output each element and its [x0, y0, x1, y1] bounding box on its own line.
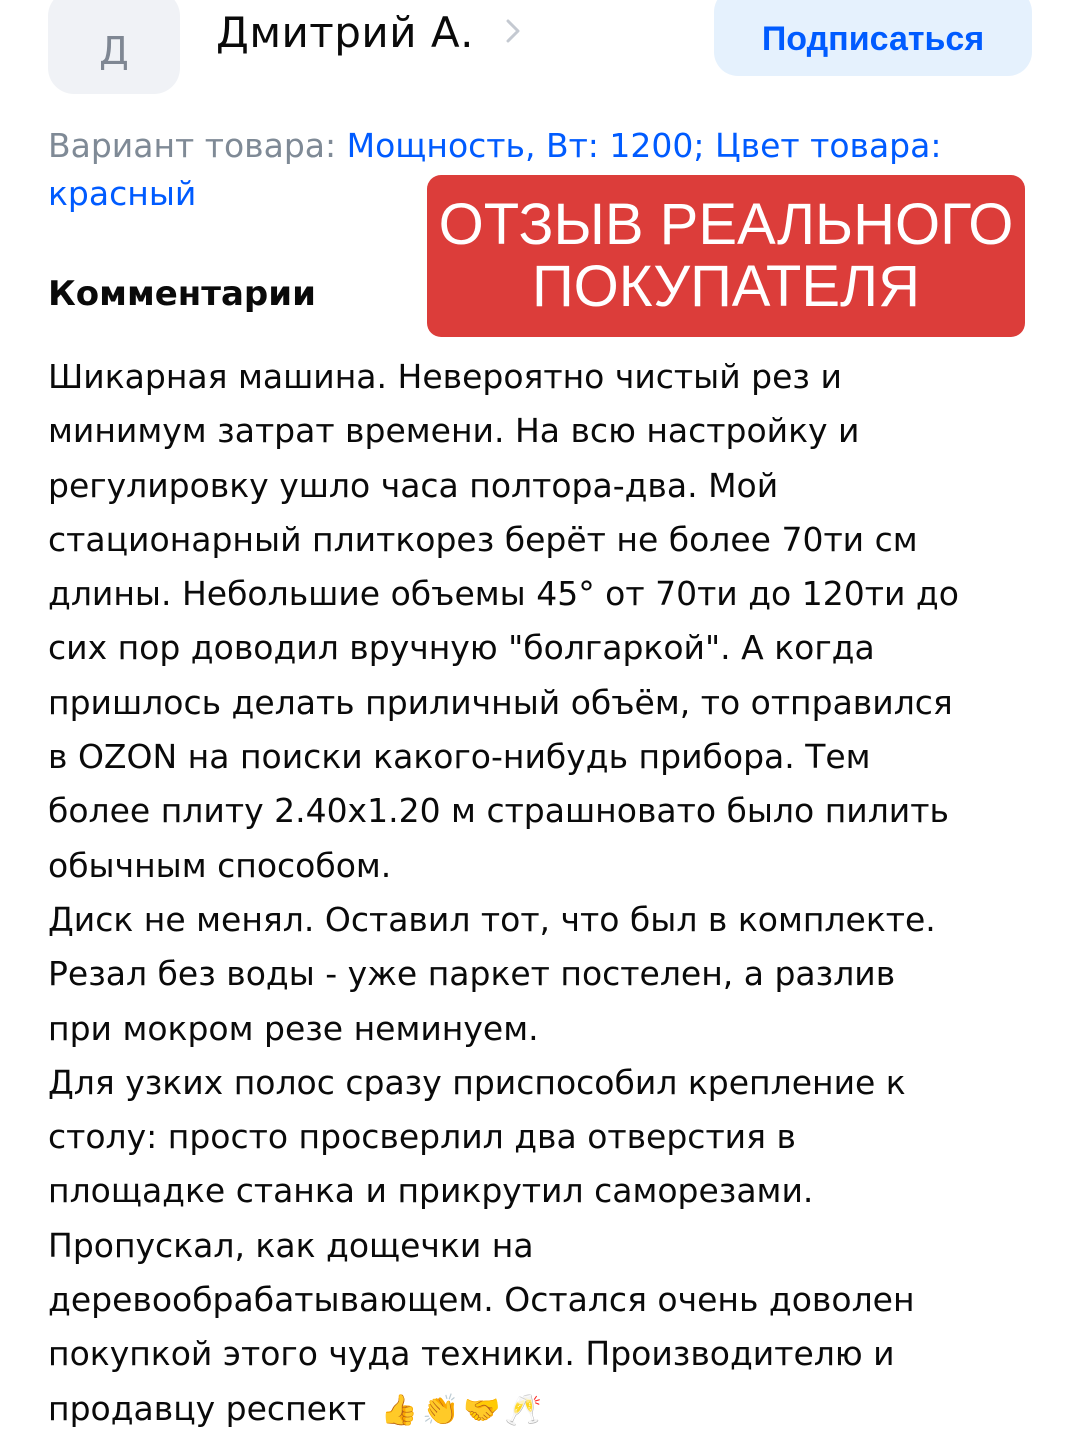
variant-label: Вариант товара: [48, 126, 347, 165]
subscribe-button-label: Подписаться [761, 19, 985, 58]
avatar-letter: Д [99, 29, 129, 73]
comment-line: деревообрабатывающем. Остался очень доволен [48, 1280, 915, 1320]
comment-line: Резал без воды - уже паркет постелен, а разлив [48, 954, 896, 994]
comment-line: стационарный плиткорез берёт не более 70ти см [48, 519, 918, 559]
chevron-right-icon[interactable] [498, 16, 528, 46]
comment-line: столу: просто просверлил два отверстия в [48, 1117, 796, 1157]
author-name[interactable]: Дмитрий А. [216, 8, 474, 57]
comment-line: пришлось делать приличный объём, то отправился [48, 682, 953, 722]
comment-line: покупкой этого чуда техники. Производителю и [48, 1334, 895, 1374]
variant-value: Мощность, Вт: 1200; Цвет товара: [346, 126, 942, 165]
comment-line: сих пор доводил вручную "болгаркой". А когда [48, 628, 875, 668]
comment-line: Пропускал, как дощечки на [48, 1225, 534, 1265]
comment-line: площадке станка и прикрутил саморезами. [48, 1171, 814, 1211]
comment-line: Для узких полос сразу приспособил крепление к [48, 1062, 906, 1102]
handshake-icon: 🤝 [463, 1392, 501, 1428]
comment-line: Диск не менял. Оставил тот, что был в комплекте. [48, 899, 936, 939]
badge-line-2: ПОКУПАТЕЛЯ [531, 254, 920, 319]
clinking-glasses-icon: 🥂 [504, 1392, 543, 1428]
comment-line: при мокром резе неминуем. [48, 1008, 539, 1048]
comments-title: Комментарии [48, 274, 316, 314]
comment-line: более плиту 2.40x1.20 м страшновато было пилить [48, 791, 949, 831]
comment-text [48, 350, 1038, 1436]
comment-line: обычным способом. [48, 845, 392, 885]
comment-line: длины. Небольшие объемы 45° от 70ти до 120ти до [48, 574, 959, 614]
variant-value-color: красный [48, 174, 197, 213]
review-header [0, 0, 1080, 100]
real-buyer-review-badge [427, 175, 1025, 337]
clapping-hands-icon: 👏 [421, 1392, 460, 1428]
badge-text [439, 194, 1014, 318]
badge-line-1: ОТЗЫВ РЕАЛЬНОГО [438, 192, 1014, 257]
comment-last-line [48, 1382, 1038, 1436]
avatar[interactable] [48, 0, 180, 94]
subscribe-button[interactable] [714, 0, 1032, 76]
comment-line: в OZON на поиски какого-нибудь прибора. Тем [48, 737, 871, 777]
comment-line: регулировку ушло часа полтора-два. Мой [48, 465, 779, 505]
thumbs-up-icon: 👍 [380, 1392, 418, 1428]
comment-line-text: продавцу респект [48, 1388, 367, 1428]
comment-line: минимум затрат времени. На всю настройку и [48, 411, 860, 451]
comment-line: Шикарная машина. Невероятно чистый рез и [48, 357, 842, 396]
